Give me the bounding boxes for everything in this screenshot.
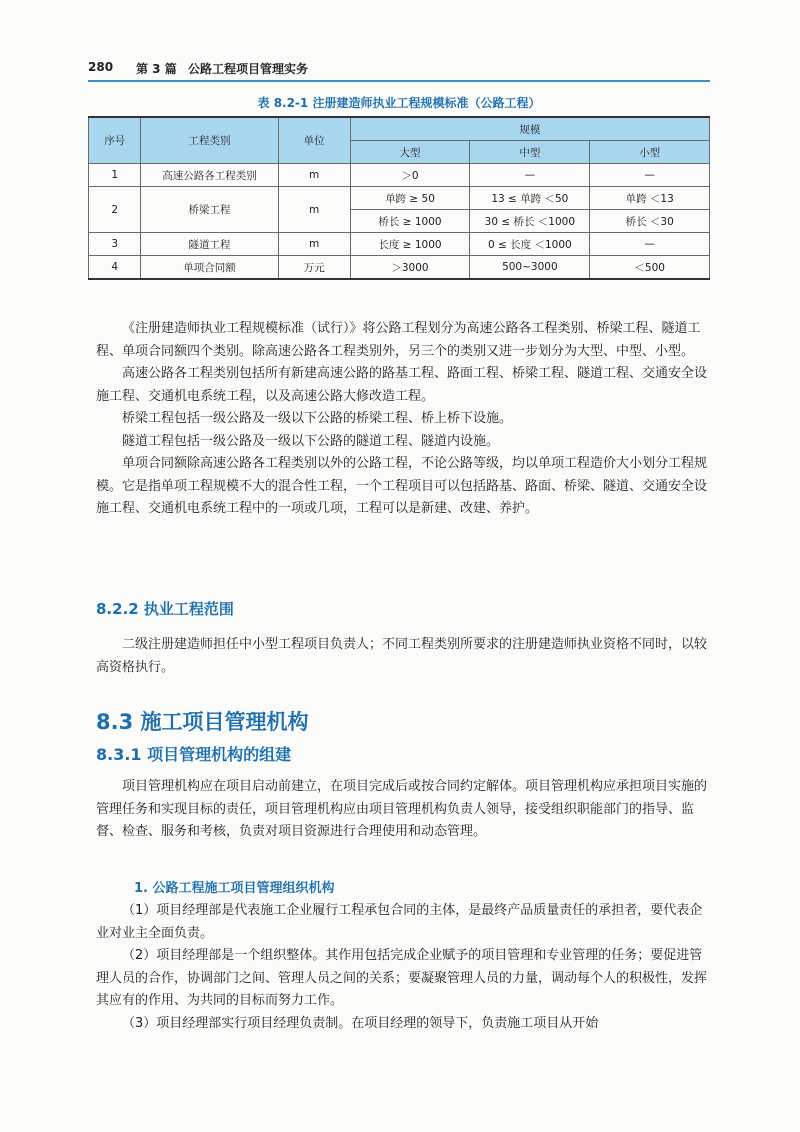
cell-medium: 0 ≤ 长度 ＜1000 (470, 233, 590, 256)
paragraph: 《注册建造师执业工程规模标准（试行）》将公路工程划分为高速公路各工程类别、桥梁工程、隧道工程、单项合同额四个类别。除高速公路各工程类别外，另三个的类别又进一步划分为大型、中型、小型。 (96, 321, 701, 359)
header-type: 工程类别 (141, 117, 278, 164)
cell-small: — (590, 164, 710, 187)
cell-seq: 2 (89, 187, 141, 233)
table-title: 表 8.2-1 注册建造师执业工程规模标准（公路工程） (257, 96, 541, 110)
cell-unit: 万元 (278, 256, 350, 280)
table-row (89, 187, 710, 210)
cell-unit: m (278, 187, 350, 233)
cell-medium: — (470, 164, 590, 187)
cell-seq: 1 (89, 164, 141, 187)
list-item: （1）项目经理部是代表施工企业履行工程承包合同的主体，是最终产品质量责任的承担者，要代表企业对业主全面负责。 (96, 903, 703, 941)
cell-large: 桥长 ≥ 1000 (350, 210, 470, 233)
section-heading-8-3-1: 8.3.1 项目管理机构的组建 (96, 745, 292, 764)
cell-type: 单项合同额 (141, 256, 278, 280)
body-text-block-c (96, 776, 714, 844)
list-item: （3）项目经理部实行项目经理负责制。在项目经理的领导下，负责施工项目从开始 (122, 1015, 599, 1031)
cell-medium: 500~3000 (470, 256, 590, 280)
subsection-heading-1: 1. 公路工程施工项目管理组织机构 (134, 881, 335, 896)
cell-medium: 13 ≤ 单跨 ＜50 (470, 187, 590, 210)
header-large: 大型 (350, 141, 470, 164)
body-text-block-b (96, 634, 714, 679)
cell-seq: 4 (89, 256, 141, 280)
paragraph: 桥梁工程包括一级公路及一级以下公路的桥梁工程、桥上桥下设施。 (122, 411, 513, 426)
header-seq: 序号 (89, 117, 141, 164)
part-label: 第 3 篇 (136, 62, 177, 76)
cell-unit: m (278, 233, 350, 256)
header-scale: 规模 (350, 117, 709, 141)
cell-small: — (590, 233, 710, 256)
part-title: 公路工程项目管理实务 (188, 62, 309, 76)
cell-large: 长度 ≥ 1000 (350, 233, 470, 256)
cell-large: ＞0 (350, 164, 470, 187)
section-heading-8-3: 8.3 施工项目管理机构 (96, 710, 309, 734)
cell-type: 高速公路各工程类别 (141, 164, 278, 187)
table-row (89, 256, 710, 280)
paragraph: 项目管理机构应在项目启动前建立，在项目完成后或按合同约定解体。项目管理机构应承担项目实施的管理任务和实现目标的责任，项目管理机构应由项目管理机构负责人领导，接受组织职能部门的指导、监督、检查、服务和考核，负责对项目资源进行合理使用和动态管理。 (96, 779, 708, 839)
cell-small: 桥长 ＜30 (590, 210, 710, 233)
cell-type: 桥梁工程 (141, 187, 278, 233)
cell-type: 隧道工程 (141, 233, 278, 256)
body-text-block-a (96, 318, 714, 521)
page-header (88, 58, 710, 82)
cell-large: 单跨 ≥ 50 (350, 187, 470, 210)
scale-standard-table (88, 116, 710, 280)
body-text-block-d (96, 900, 714, 1035)
paragraph: 二级注册建造师担任中小型工程项目负责人；不同工程类别所要求的注册建造师执业资格不同时，以较高资格执行。 (96, 637, 708, 675)
paragraph: 单项合同额除高速公路各工程类别以外的公路工程，不论公路等级，均以单项工程造价大小划分工程规模。它是指单项工程规模不大的混合性工程，一个工程项目可以包括路基、路面、桥梁、隧道、交通安全设施工程、交通机电系统工程中的一项或几项，工程可以是新建、改建、养护。 (96, 456, 708, 516)
header-medium: 中型 (470, 141, 590, 164)
paragraph: 隧道工程包括一级公路及一级以下公路的隧道工程、隧道内设施。 (122, 433, 500, 449)
cell-unit: m (278, 164, 350, 187)
paragraph: 高速公路各工程类别包括所有新建高速公路的路基工程、路面工程、桥梁工程、隧道工程、交通安全设施工程、交通机电系统工程，以及高速公路大修改造工程。 (96, 366, 708, 404)
cell-large: ＞3000 (350, 256, 470, 280)
table-row (89, 233, 710, 256)
section-heading-8-2-2: 8.2.2 执业工程范围 (96, 600, 234, 618)
page-number: 280 (88, 60, 114, 74)
cell-small: 单跨 ＜13 (590, 187, 710, 210)
table-row (89, 164, 710, 187)
list-item: （2）项目经理部是一个组织整体。其作用包括完成企业赋予的项目管理和专业管理的任务；要促进管理人员的合作，协调部门之间、管理人员之间的关系；要凝聚管理人员的力量，调动每个人的积极性，发挥其应有的作用、为共同的目标而努力工作。 (96, 948, 708, 1008)
cell-small: ＜500 (590, 256, 710, 280)
header-unit: 单位 (278, 117, 350, 164)
header-small: 小型 (590, 141, 710, 164)
cell-medium: 30 ≤ 桥长 ＜1000 (470, 210, 590, 233)
cell-seq: 3 (89, 233, 141, 256)
